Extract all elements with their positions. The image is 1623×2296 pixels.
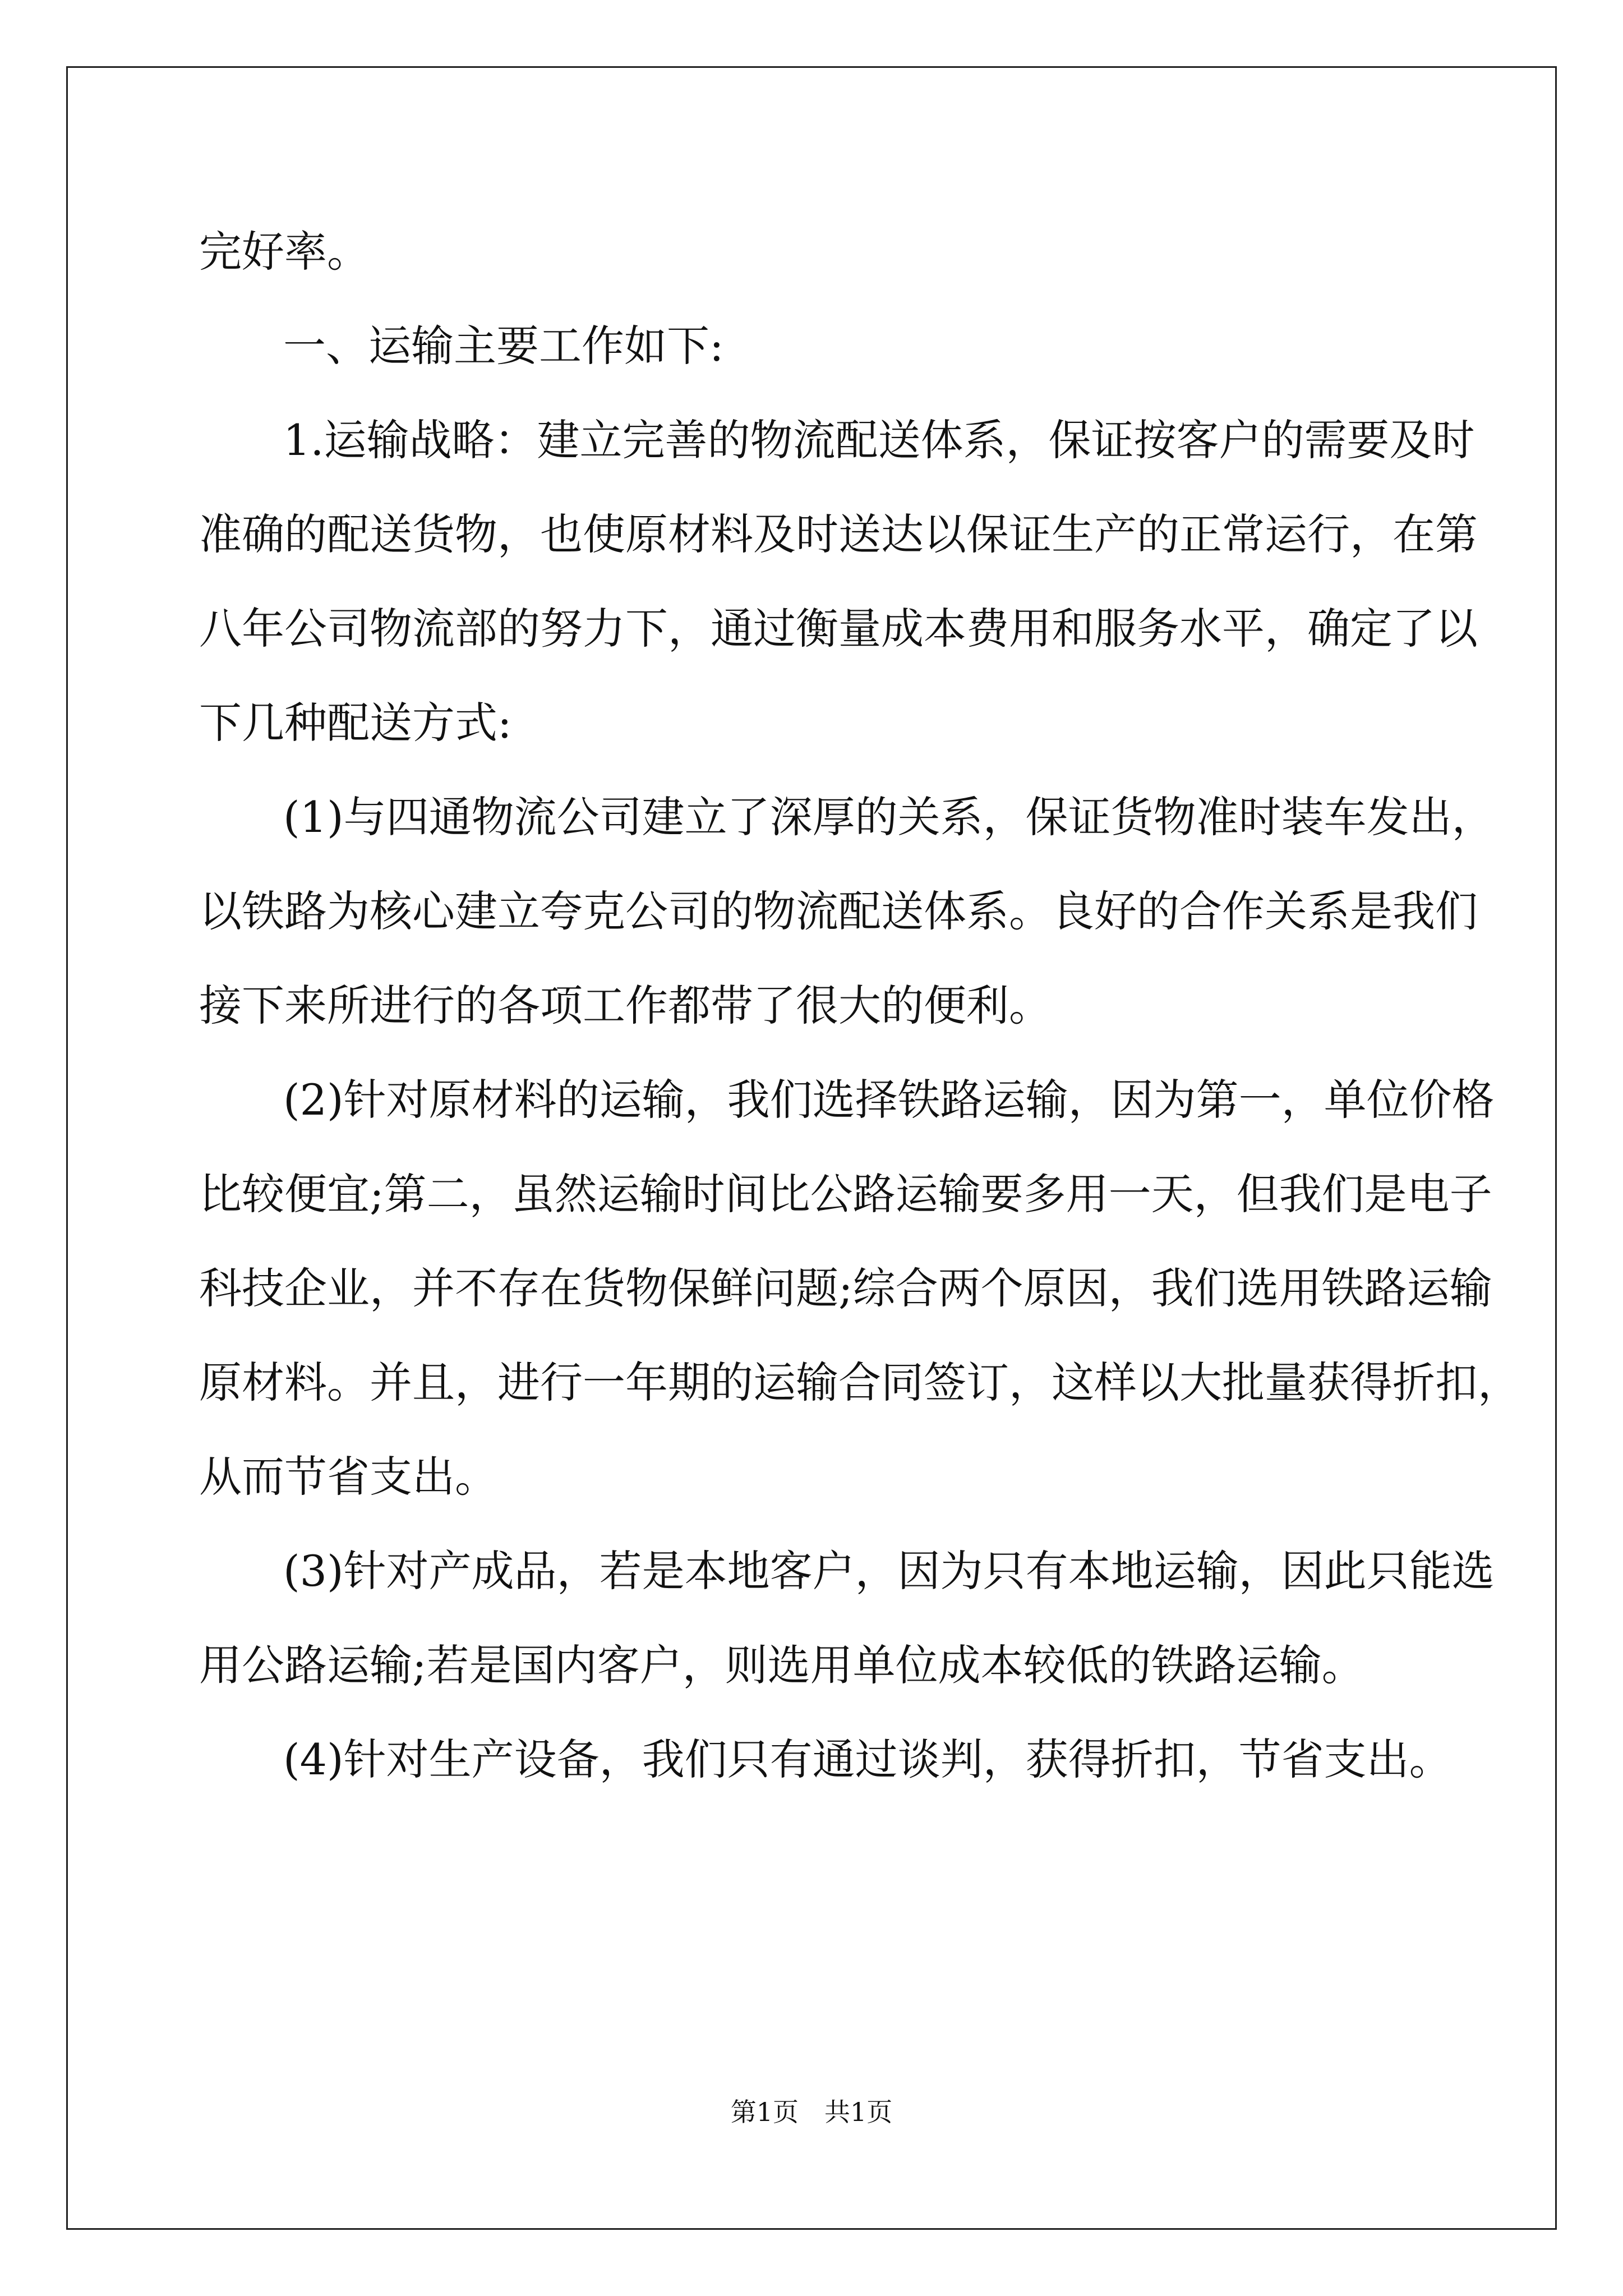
- text-line: 从而节省支出。: [199, 1452, 497, 1502]
- text-line: 准确的配送货物，也使原材料及时送达以保证生产的正常运行，在第: [199, 509, 1478, 559]
- text-line: 科技企业，并不存在货物保鲜问题;综合两个原因，我们选用铁路运输: [199, 1263, 1492, 1313]
- text-line: 以铁路为核心建立夸克公司的物流配送体系。良好的合作关系是我们: [199, 886, 1478, 936]
- section-heading: 一、运输主要工作如下:: [283, 321, 724, 371]
- text-line: 完好率。: [199, 227, 370, 277]
- text-line: 八年公司物流部的努力下，通过衡量成本费用和服务水平，确定了以: [199, 604, 1478, 654]
- text-line: 用公路运输;若是国内客户，则选用单位成本较低的铁路运输。: [199, 1640, 1364, 1690]
- text-line: (3)针对产成品，若是本地客户，因为只有本地运输，因此只能选: [283, 1546, 1495, 1596]
- page-number-footer: 第1页 共1页: [730, 2097, 893, 2127]
- text-line: (2)针对原材料的运输，我们选择铁路运输，因为第一，单位价格: [283, 1075, 1495, 1125]
- text-line: 接下来所进行的各项工作都带了很大的便利。: [199, 981, 1052, 1030]
- text-line: 下几种配送方式:: [199, 698, 512, 748]
- text-line: 1.运输战略：建立完善的物流配送体系，保证按客户的需要及时: [283, 415, 1475, 465]
- document-body: [199, 205, 1520, 1807]
- text-line: (1)与四通物流公司建立了深厚的关系，保证货物准时装车发出，: [283, 792, 1495, 842]
- text-line: 原材料。并且，进行一年期的运输合同签订，这样以大批量获得折扣，: [199, 1358, 1520, 1407]
- text-line: (4)针对生产设备，我们只有通过谈判，获得折扣，节省支出。: [283, 1734, 1452, 1784]
- text-line: 比较便宜;第二，虽然运输时间比公路运输要多用一天，但我们是电子: [199, 1169, 1492, 1219]
